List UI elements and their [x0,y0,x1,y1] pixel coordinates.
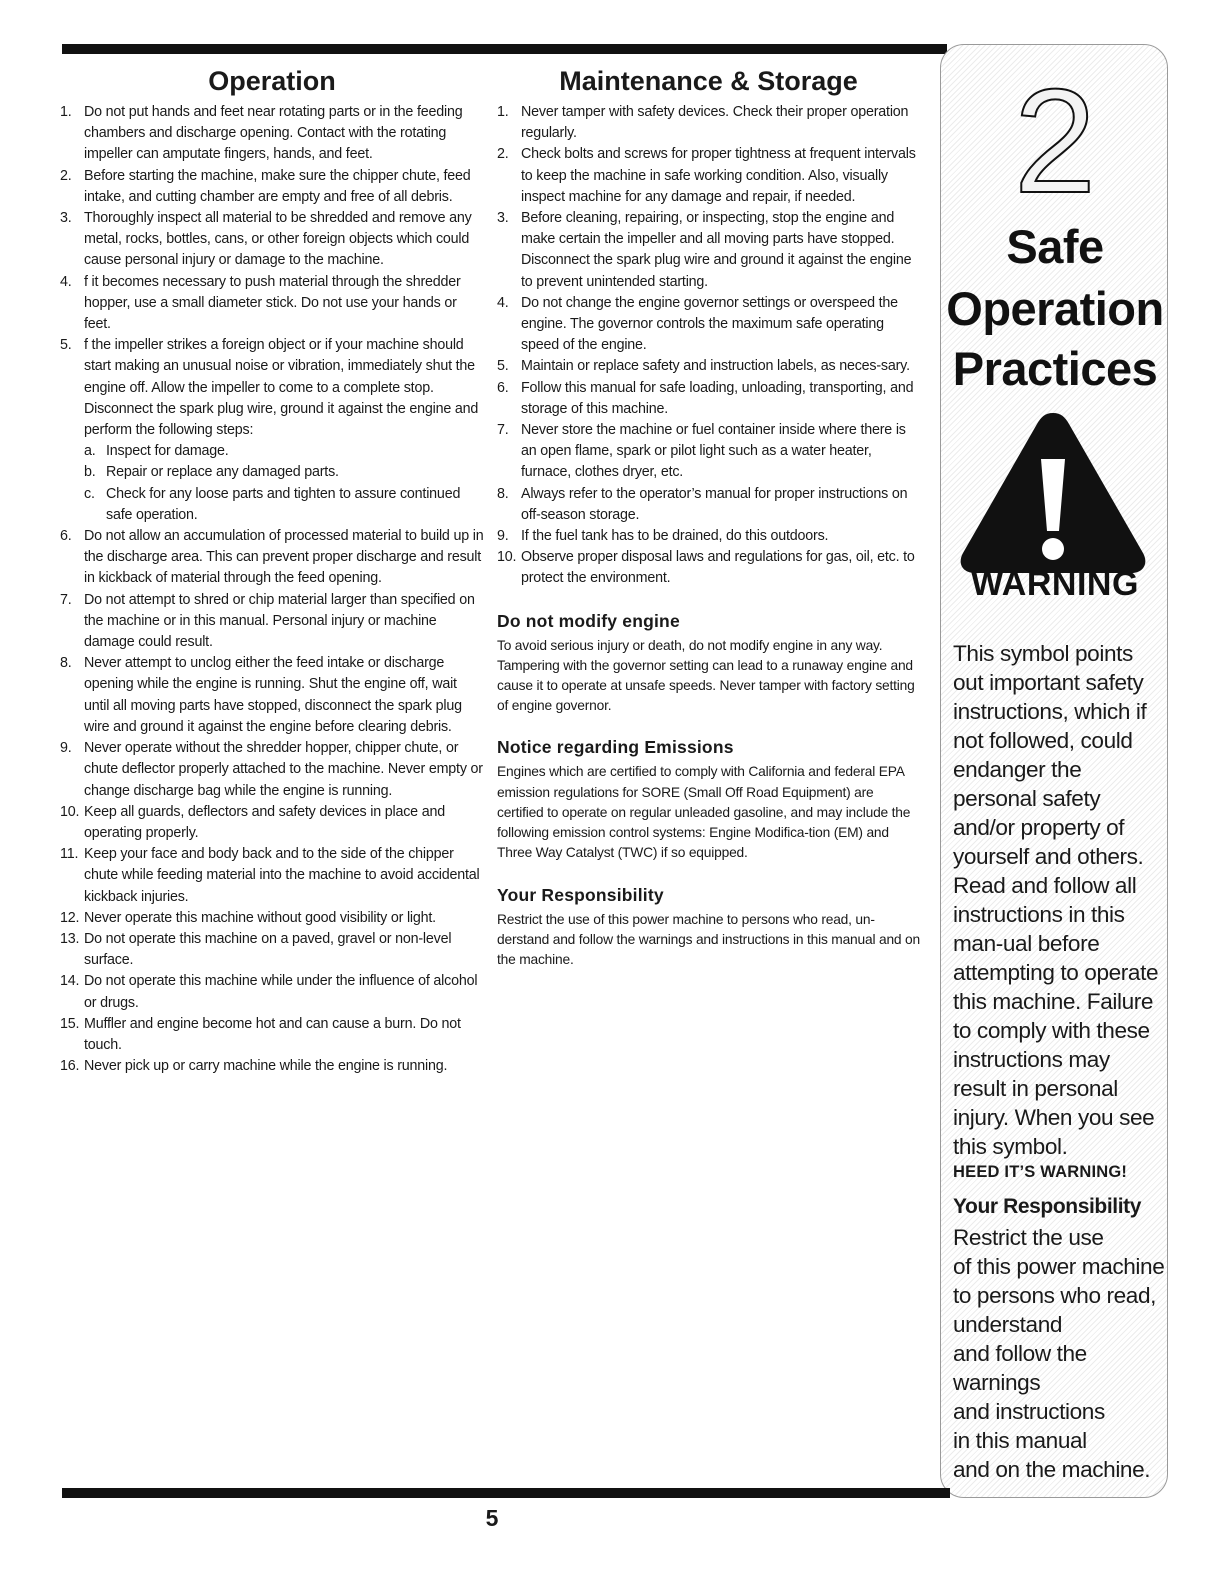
list-item [60,526,484,590]
list-item [60,738,484,802]
item-number: 8. [60,655,72,672]
item-text: Do not put hands and feet near rotating parts or in the feeding chambers and discharge opening. Contact with the rotating impeller can amputate fingers, hands, and feet. [84,104,463,163]
list-item [497,356,920,377]
sidebar-title-line2: Operation [946,282,1164,335]
item-number: 6. [60,528,72,545]
item-text: Keep all guards, deflectors and safety devices in place and operating properly. [84,803,445,841]
item-number: 7. [497,422,509,439]
sub-list-item [84,484,484,526]
item-number: 1. [60,104,72,120]
engine-heading: Do not modify engine [497,610,680,631]
item-number: 5. [497,358,509,375]
item-text: Maintain or replace safety and instruction labels, as neces-sary. [521,358,910,375]
sub-item-text: Repair or replace any damaged parts. [106,464,339,481]
responsibility-line: Restrict the use [953,1225,1104,1250]
item-text: Never attempt to unclog either the feed intake or discharge opening while the engine is running. Shut the engine off, wait until all moving parts have stopped, disconnect the spark plug wire and ground it against the engine before clearing debris. [84,655,462,735]
item-number: 12. [60,909,80,926]
responsibility-line: understand [953,1312,1063,1337]
safety-sidebar [940,44,1168,1498]
engine-text: To avoid serious injury or death, do not modify engine in any way. Tampering with the governor setting can lead to a runaway engine and cause it to operate at unsafe speeds. Never tamper with factory setting of engine governor. [497,637,915,714]
item-text: If the fuel tank has to be drained, do this outdoors. [521,528,829,545]
item-text: Do not attempt to shred or chip material larger than specified on the machine or in this manual. Personal injury or machine damage could result. [84,591,475,651]
sub-item-text: Inspect for damage. [106,443,229,460]
item-text: Thoroughly inspect all material to be shredded and remove any metal, rocks, bottles, cans, or other foreign objects which could cause personal injury or damage to the machine. [84,210,472,269]
list-item [60,335,484,526]
list-item [60,971,484,1013]
sub-list-item [84,441,484,462]
responsibility-line: and on the machine. [953,1457,1151,1482]
top-rule [62,44,947,54]
item-text: Do not change the engine governor settings or overspeed the engine. The governor controls the maximum safe operating speed of the engine. [521,294,898,354]
operation-column [60,64,484,1077]
list-item [60,208,484,272]
item-text: f it becomes necessary to push material through the shredder hopper, use a small diameter stick. Do not use your hands or feet. [84,273,461,333]
sidebar-body [953,639,1167,1484]
operation-list [60,102,484,1077]
item-number: 4. [497,294,509,311]
item-text: Do not operate this machine while under the influence of alcohol or drugs. [84,973,478,1011]
item-number: 3. [60,210,72,227]
item-text: Do not allow an accumulation of processed material to build up in the discharge area. This can prevent proper discharge and result in kickback of material through the feed opening. [84,528,484,587]
list-item [60,1014,484,1056]
sub-list-item [84,462,484,483]
list-item [497,420,920,484]
warning-text: This symbol points out important safety instructions, which if not followed, could endanger the personal safety and/or property of yourself and others. Read and follow all instructions in this man-ual before attempting to operate this machine. Failure to comply with these instructions may result in personal injury. When you see this symbol. [953,641,1159,1159]
item-number: 10. [497,549,517,566]
maintenance-heading: Maintenance & Storage [559,66,858,96]
sub-item-text: Check for any loose parts and tighten to assure continued safe operation. [106,485,461,523]
item-text: Always refer to the operator’s manual for proper instructions on off-season storage. [521,485,908,523]
warning-triangle-icon [955,407,1151,577]
item-text: Never tamper with safety devices. Check their proper operation regularly. [521,104,909,142]
item-text: Keep your face and body back and to the side of the chipper chute while feeding material into the machine to avoid accidental kickback injuries. [84,846,480,905]
item-number: 11. [60,846,79,863]
responsibility-line: of this power machine [953,1254,1165,1279]
item-text: Never operate without the shredder hopper, chipper chute, or chute deflector properly attached to the machine. Never empty or change discharge bag while the engine is running. [84,740,483,799]
responsibility-line: and instructions [953,1399,1105,1424]
sidebar-responsibility-heading: Your Responsibility [953,1195,1142,1218]
item-text: Never pick up or carry machine while the engine is running. [84,1058,448,1075]
list-item [497,526,920,547]
list-item [60,653,484,738]
bottom-rule [62,1488,950,1498]
item-text: f the impeller strikes a foreign object or if your machine should start making an unusual noise or vibration, immediately shut the engine off. Allow the impeller to come to a complete stop. Disconnect the spark plug wire, ground it against the engine and perform the following steps: [84,337,479,439]
item-text: Before cleaning, repairing, or inspecting, stop the engine and make certain the impeller and all moving parts have stopped. Disconnect the spark plug wire and ground it against the engine to prevent unintended starting. [521,210,912,290]
sub-list [84,441,484,526]
item-number: 7. [60,591,72,608]
list-item [60,908,484,929]
item-number: 3. [497,210,509,227]
sub-item-letter: a. [84,443,96,460]
sidebar-title-line1: Safe [1006,220,1104,273]
sidebar-title-line3: Practices [952,342,1158,395]
sidebar-responsibility-text [953,1223,1167,1484]
item-text: Never operate this machine without good visibility or light. [84,909,436,926]
warning-label: WARNING [971,565,1139,603]
item-number: 10. [60,803,80,820]
list-item [60,272,484,336]
emissions-heading: Notice regarding Emissions [497,737,734,758]
maintenance-list [497,102,920,590]
responsibility-line: to persons who read, [953,1283,1157,1308]
item-text: Never store the machine or fuel container inside where there is an open flame, spark or pilot light such as a water heater, furnace, clothes dryer, etc. [521,422,906,481]
list-item [60,166,484,208]
item-number: 1. [497,104,509,120]
list-item [497,293,920,357]
list-item [497,378,920,420]
list-item [497,547,920,589]
item-number: 2. [497,146,509,163]
item-text: Observe proper disposal laws and regulations for gas, oil, etc. to protect the environment. [521,549,915,587]
list-item [60,1056,484,1077]
item-text: Follow this manual for safe loading, unloading, transporting, and storage of this machine. [521,379,914,417]
list-item [497,144,920,208]
operation-heading: Operation [208,66,336,96]
responsibility-line: in this manual [953,1428,1087,1453]
item-number: 6. [497,379,509,396]
item-number: 8. [497,485,509,502]
maintenance-column [497,64,920,970]
item-text: Muffler and engine become hot and can cause a burn. Do not touch. [84,1015,461,1053]
list-item [60,102,484,166]
list-item [60,802,484,844]
page-number: 5 [485,1505,499,1531]
sub-item-letter: b. [84,464,96,481]
sub-item-letter: c. [84,485,95,502]
item-number: 5. [60,337,72,354]
item-number: 13. [60,930,80,947]
item-number: 4. [60,273,72,290]
item-text: Do not operate this machine on a paved, gravel or non-level surface. [84,930,452,969]
item-text: Before starting the machine, make sure the chipper chute, feed intake, and cutting chamber are empty and free of all debris. [84,167,471,205]
item-number: 16. [60,1058,80,1075]
chapter-number: 2 [1013,59,1097,224]
list-item [497,484,920,526]
list-item [497,102,920,144]
item-number: 2. [60,167,72,184]
item-number: 9. [60,740,72,757]
item-number: 14. [60,973,80,990]
list-item [60,590,484,654]
responsibility-line: and follow the warnings [953,1341,1087,1395]
responsibility-heading: Your Responsibility [497,884,664,905]
responsibility-text: Restrict the use of this power machine to persons who read, un-derstand and follow the warnings and instructions in this manual and on the machine. [497,911,920,967]
item-number: 15. [60,1015,80,1032]
item-text: Check bolts and screws for proper tightness at frequent intervals to keep the machine in safe working condition. Also, visually inspect machine for any damage and repair, if needed. [521,146,916,205]
emissions-text: Engines which are certified to comply with California and federal EPA emission regulations for SORE (Small Off Road Equipment) are certified to operate on regular unleaded gasoline, and may include the following emission control systems: Engine Modifica-tion (EM) and Three Way Catalyst (TWC) if so equipped. [497,764,911,861]
heed-warning: HEED IT’S WARNING! [953,1163,1128,1181]
item-number: 9. [497,528,509,545]
list-item [60,929,484,971]
list-item [497,208,920,293]
list-item [60,844,484,908]
